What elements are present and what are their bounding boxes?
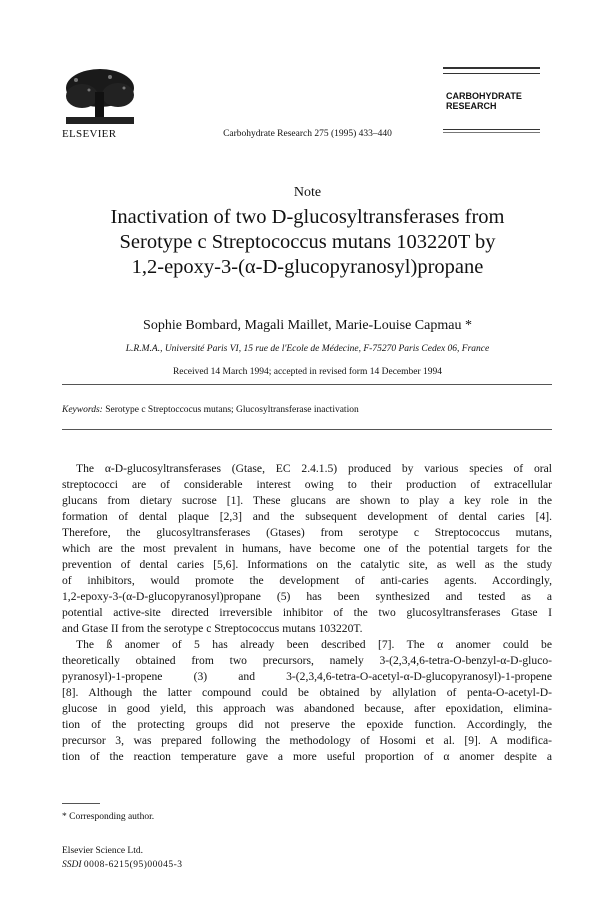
body-line: of inhibitors, would promote the development of anti-caries agents. Accordingly,: [62, 574, 552, 587]
divider: [62, 429, 552, 430]
footnote: * Corresponding author.: [62, 812, 155, 822]
elsevier-tree-logo: [62, 68, 138, 126]
body-line: streptococci are of considerable interest owing to their production of extracellular: [62, 478, 552, 491]
journal-name-line: RESEARCH: [446, 101, 497, 111]
header-rule: [443, 132, 540, 133]
body-line: glucans from dietary sucrose [1]. These glucans are shown to play a key role in the: [62, 494, 552, 507]
header-rule: [443, 73, 540, 74]
body-line: The α-D-glucosyltransferases (Gtase, EC 2.4.1.5) produced by various species of oral: [76, 462, 552, 475]
body-line: prevention of dental caries [5,6]. Informations on the catalytic site, as well as the study: [62, 558, 552, 571]
keywords-label: Keywords:: [62, 405, 103, 415]
body-line: tion of the reaction temperature gave a more useful proportion of α anomer despite a: [62, 750, 552, 763]
keywords: [62, 405, 359, 415]
authors: Sophie Bombard, Magali Maillet, Marie-Louise Capmau *: [143, 318, 472, 333]
keywords-text: Serotype c Streptoccocus mutans; Glucosyltransferase inactivation: [105, 405, 359, 415]
divider: [62, 384, 552, 385]
publisher-name: ELSEVIER: [62, 128, 117, 140]
header-rule: [443, 67, 540, 69]
body-line: [8]. Although the latter compound could be obtained by allylation of penta-O-acetyl-D-: [62, 686, 552, 699]
header-rule: [443, 129, 540, 130]
ssdi-label: SSDI: [62, 860, 82, 870]
article-title: [60, 205, 555, 280]
body-line: tion of the protecting groups did not preserve the epoxide function. Accordingly, the: [62, 718, 552, 731]
body-line: glucose in good yield, this approach was abandoned because, after epoxidation, elimina-: [62, 702, 552, 715]
article-type: Note: [293, 185, 322, 200]
body-line: and Gtase II from the serotype c Streptococcus mutans 103220T.: [62, 622, 363, 635]
footnote-rule: [62, 803, 100, 804]
body-line: theoretically obtained from two precursors, namely 3-(2,3,4,6-tetra-O-benzyl-α-D-gluco-: [62, 654, 552, 667]
title-line: 1,2-epoxy-3-(α-D-glucopyranosyl)propane: [131, 256, 484, 278]
body-line: pyranosyl)-1-propene (3) and 3-(2,3,4,6-tetra-O-acetyl-α-D-glucopyranosyl)-1-propene: [62, 670, 552, 683]
journal-name: [446, 91, 522, 111]
ssdi: [62, 860, 183, 870]
body-line: Therefore, the glucosyltransferases (Gtases) from serotype c Streptococcus mutans,: [62, 526, 552, 539]
title-line: Serotype c Streptococcus mutans 103220T by: [119, 231, 496, 253]
journal-name-line: CARBOHYDRATE: [446, 91, 522, 101]
received-dates: Received 14 March 1994; accepted in revised form 14 December 1994: [172, 367, 443, 377]
body-line: The ß anomer of 5 has already been described [7]. The α anomer could be: [76, 638, 552, 651]
body-line: which are the most prevalent in humans, have become one of the potential targets for the: [62, 542, 552, 555]
title-line: Inactivation of two D-glucosyltransferases from: [110, 206, 505, 228]
affiliation: L.R.M.A., Université Paris VI, 15 rue de l'Ecole de Médecine, F-75270 Paris Cedex 06, France: [125, 344, 490, 354]
body-line: potential active-site directed irreversible inhibitor of the two glucosyltransferases Gtase I: [62, 606, 552, 619]
body-line: precursor 3, was prepared following the methodology of Hosomi et al. [9]. A modifica-: [62, 734, 552, 747]
ssdi-code: 0008-6215(95)00045-3: [83, 860, 183, 870]
publisher-line: Elsevier Science Ltd.: [62, 846, 143, 856]
body-line: formation of dental plaque [2,3] and the subsequent development of dental caries [4].: [62, 510, 552, 523]
body-line: 1,2-epoxy-3-(α-D-glucopyranosyl)propane (5) has been synthesized and tested as a: [62, 590, 552, 603]
journal-citation: Carbohydrate Research 275 (1995) 433–440: [223, 129, 392, 139]
